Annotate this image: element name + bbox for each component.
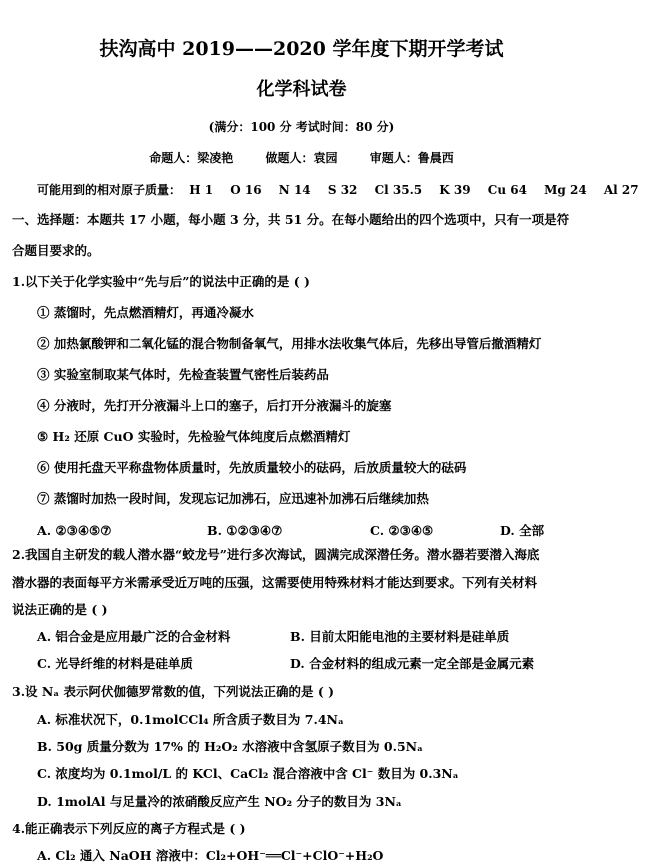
q3-option-b: B. 50g 质量分数为 17% 的 H₂O₂ 水溶液中含氢原子数目为 0.5Nₐ	[37, 739, 423, 754]
q4-option-a: A. Cl₂ 通入 NaOH 溶液中：Cl₂+OH⁻══Cl⁻+ClO⁻+H₂O	[37, 848, 384, 863]
q1-item: ② 加热氯酸钾和二氧化锰的混合物制备氧气，用排水法收集气体后，先移出导管后撤酒精灯	[37, 336, 542, 351]
mass-item: Cl 35.5	[374, 183, 423, 197]
q1-option-c: C. ②③④⑤	[370, 523, 434, 538]
q1-item: ① 蒸馏时，先点燃酒精灯，再通冷凝水	[37, 305, 254, 320]
exam-title: 扶沟高中 2019——2020 学年度下期开学考试	[99, 38, 504, 60]
q2-option-a: A. 铝合金是应用最广泛的合金材料	[37, 629, 231, 644]
proofreader: 做题人：袁园	[265, 151, 338, 165]
q1-item: ③ 实验室制取某气体时，先检查装置气密性后装药品	[37, 367, 329, 382]
q1-item: ④ 分液时，先打开分液漏斗上口的塞子，后打开分液漏斗的旋塞	[37, 398, 392, 413]
mass-item: Cu 64	[487, 183, 527, 197]
question-1-stem: 1.以下关于化学实验中“先与后”的说法中正确的是 ( )	[12, 274, 310, 289]
reviewer: 审题人：鲁晨西	[369, 151, 454, 165]
section-instructions-line2: 合题目要求的。	[12, 243, 100, 258]
mass-item: S 32	[327, 183, 358, 197]
q1-option-d: D. 全部	[500, 523, 545, 538]
question-4-stem: 4.能正确表示下列反应的离子方程式是 ( )	[12, 821, 246, 836]
q2-option-b: B. 目前太阳能电池的主要材料是硅单质	[290, 629, 510, 644]
atomic-masses-line	[37, 182, 652, 198]
mass-item: K 39	[439, 183, 471, 197]
exam-info: (满分：100 分 考试时间：80 分)	[208, 120, 395, 134]
mass-item: N 14	[278, 183, 311, 197]
question-2-line2: 潜水器的表面每平方米需承受近万吨的压强，这需要使用特殊材料才能达到要求。下列有关材料	[12, 575, 538, 590]
q3-option-d: D. 1molAl 与足量冷的浓硝酸反应产生 NO₂ 分子的数目为 3Nₐ	[37, 794, 402, 809]
section-instructions-line1: 一、选择题：本题共 17 小题，每小题 3 分，共 51 分。在每小题给出的四个选项中，只有一项是符	[12, 212, 570, 227]
q3-option-c: C. 浓度均为 0.1mol/L 的 KCl、CaCl₂ 混合溶液中含 Cl⁻ 数目为 0.3Nₐ	[37, 766, 459, 781]
q2-option-c: C. 光导纤维的材料是硅单质	[37, 656, 193, 671]
exam-subtitle: 化学科试卷	[256, 79, 347, 100]
q1-option-a: A. ②③④⑤⑦	[37, 523, 112, 538]
q2-option-d: D. 合金材料的组成元素一定全部是金属元素	[290, 656, 535, 671]
mass-item: Mg 24	[544, 183, 587, 197]
q1-item: ⑥ 使用托盘天平称盘物体质量时，先放质量较小的砝码，后放质量较大的砝码	[37, 460, 467, 475]
mass-item: H 1	[189, 183, 214, 197]
question-3-stem: 3.设 Nₐ 表示阿伏伽德罗常数的值，下列说法正确的是 ( )	[12, 684, 335, 699]
setter: 命题人：梁凌艳	[149, 151, 234, 165]
mass-item: O 16	[230, 183, 262, 197]
q1-option-b: B. ①②③④⑦	[207, 523, 283, 538]
q1-item: ⑤ H₂ 还原 CuO 实验时，先检验气体纯度后点燃酒精灯	[37, 429, 351, 444]
question-2-line3: 说法正确的是 ( )	[12, 602, 108, 617]
question-2-line1: 2.我国自主研发的载人潜水器“蛟龙号”进行多次海试，圆满完成深潜任务。潜水器若要潜入海底	[12, 547, 540, 562]
q1-item: ⑦ 蒸馏时加热一段时间，发现忘记加沸石，应迅速补加沸石后继续加热	[37, 491, 429, 506]
q3-option-a: A. 标准状况下，0.1molCCl₄ 所含质子数目为 7.4Nₐ	[37, 712, 344, 727]
masses-label: 可能用到的相对原子质量：	[37, 183, 182, 197]
authors-line	[0, 150, 603, 166]
mass-item: Al 27	[603, 183, 639, 197]
